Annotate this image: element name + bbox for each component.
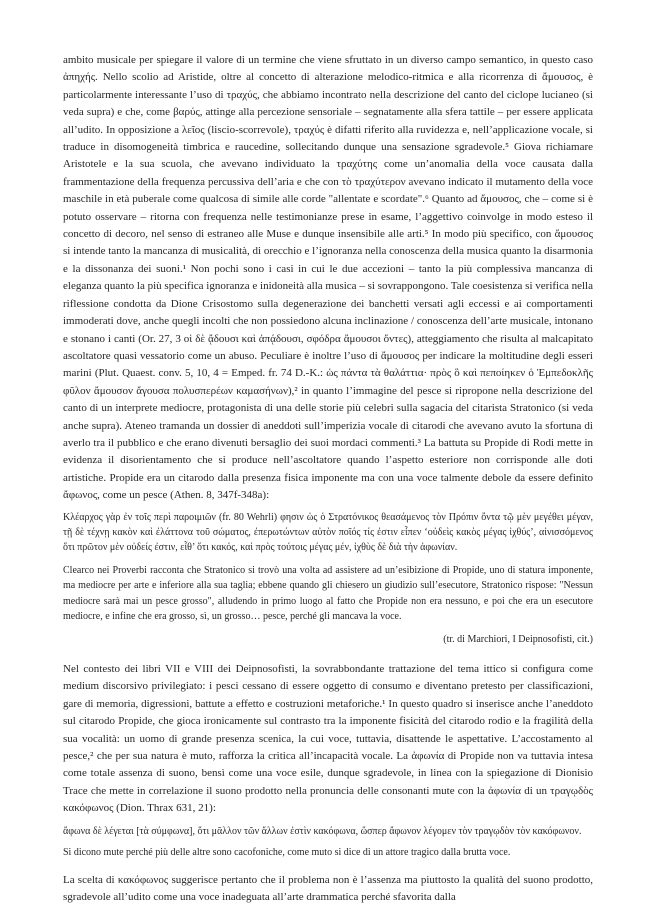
paragraph-intro: ambito musicale per spiegare il valore di un termine che viene sfruttato in un diverso campo semantico, in questo caso ἀπηχής. Nello scolio ad Aristide, oltre al concetto di alterazione melodico-ritmica e alla ricorrenza di ἄμουσος, è particolarmente interessante l’uso di τραχύς, che abbiamo incontrato nella descrizione del canto del ciclope lucianeo (si veda supra) e che, come βαρύς, attinge alla percezione sensoriale – segnatamente alla sfera tattile – per essere applicata all’udito. In opposizione a λεῖος (liscio-scorrevole), τραχύς è difatti riferito alla ruvidezza e, nell’applicazione vocale, si traduce in disomogeneità timbrica e raucedine, sollecitando dunque una sensazione sgradevole.⁵ Giova richiamare Aristotele e la sua scuola, che avevano individuato la τραχύτης come un’anomalia della voce causata dalla frammentazione della frequenza percussiva dell’aria e che con τὸ τραχύτερον avevano indicato il mutamento della voce maschile in età puberale come qualcosa di simile alle corde "allentate e scordate".⁶ Quanto ad ἄμουσος, che – come si è potuto osservare – ritorna con frequenza nelle testimonianze prese in esame, l’aggettivo coinvolge in modo esteso il concetto di decoro, nel senso di estraneo alle Muse e dunque insensibile alle arti.⁵ In modo più specifico, con ἄμουσος si intende tanto la mancanza di musicalità, di orecchio e l’ignoranza nella conoscenza della musica quanto la disarmonia e la dissonanza dei suoni.¹ Non pochi sono i casi in cui le due accezioni – tanto la più complessiva mancanza di eleganza quanto la più specifica ignoranza e inidoneità alla musica – si sovrappongono. Tale coesistenza si verifica nella riflessione condotta da Dione Crisostomo sulla degenerazione dei banchetti versati agli eccessi e ai comportamenti immoderati dove, anche quegli incolti che non possiedono alcuna inclinazione / conoscenza dell’arte musicale, intonano e stonano i canti (Or. 27, 3 οἱ δὲ ᾄδουσι καὶ ἀπᾴδουσι, σφόδρα ἄμουσοι ὄντες), atteggiamento che risulta al malcapitato ascoltatore quasi vessatorio come un abuso. Peculiare è inoltre l’uso di ἄμουσος per indicare la moltitudine degli esseri marini (Plut. Quaest. conv. 5, 10, 4 = Emped. fr. 74 D.-K.: ὡς πάντα τὰ θαλάττια· πρὸς ὃ καὶ πεποίηκεν ὁ Ἐμπεδοκλῆς φῦλον ἄμουσον ἄγουσα πολυσπερέων καμασήνων),² in quanto l’immagine del pesce si ripropone nella descrizione del canto di un interprete mediocre, protagonista di una delle storie più celebri sulla sagacia del citarista Stratonico (si veda anche supra). Ateneo tramanda un dossier di aneddoti sull’imperizia vocale di citarodi che avevano avuto la sfortuna di averlo tra il pubblico e che erano divenuti bersaglio dei suoi mordaci commenti.³ La battuta su Propide di Rodi mette in evidenza il disorientamento che si produce nell’ascoltatore quando l’aspetto esteriore non corrisponde alle doti artistiche. Propide era un citarodo dalla presenza fisica imponente ma con una voce talmente debole da essere definito ἄφωνος, come un pesce (Athen. 8, 347f-348a): [63, 54, 593, 502]
translation-attribution: (tr. di Marchiori, I Deipnosofisti, cit.) [443, 633, 593, 645]
greek-quotation-dionysius: ἄφωνα δὲ λέγεται [τὰ σύμφωνα], ὅτι μᾶλλον τῶν ἄλλων ἐστὶν κακόφωνα, ὥσπερ ἄφωνον λέγομεν τὸν τραγῳδὸν τὸν κακόφωνον. [63, 825, 582, 837]
translation-quotation: Clearco nei Proverbi racconta che Stratonico si trovò una volta ad assistere ad un’esibizione di Propide, uno di statura imponente, ma mediocre per arte e inferiore alla sua taglia; ebbene quando gli chiesero un giudizio sull’esecutore, Stratonico rispose: "Nessun mediocre sarà mai un pesce grosso", alludendo in primo luogo al fatto che Propide non era nessuno, e poi che era un esecutore mediocre, e infine che era grosso, sì, un grosso… pesce, perché gli mancava la voce. [63, 565, 593, 622]
page [63, 52, 593, 907]
paragraph-deipnosofisti: Nel contesto dei libri VII e VIII dei Deipnosofisti, la sovrabbondante trattazione del tema ittico si configura come medium discorsivo privilegiato: i pesci cessano di essere oggetto di consumo e diventano pretesto per classificazioni, gare di memoria, digressioni, battute a effetto e costruzioni metaforiche.¹ In questo quadro si inserisce anche l’aneddoto sul citarodo Propide, che gioca ironicamente sul contrasto tra la imponente fisicità del citarodo rodio e la fragilità della sua vocalità: un uomo di grande presenza scenica, la cui voce, tuttavia, disattende le aspettative. L’accostamento al pesce,² che per sua natura è muto, rafforza la critica all’incapacità vocale. La ἀφωνία di Propide non va tuttavia intesa come totale assenza di suono, bensì come una voce esile, dunque sgradevole, in linea con la spiegazione di Dionisio Trace che mette in correlazione il suono prodotto nella pronuncia delle consonanti mute con la ἀφωνία di un τραγῳδὸς κακόφωνος (Dion. Thrax 631, 21): [63, 662, 593, 815]
translation-quotation-dionysius: Si dicono mute perché più delle altre sono cacofoniche, come muto si dice di un attore tragico dalla brutta voce. [63, 846, 511, 858]
paragraph-kakophonos: La scelta di κακόφωνος suggerisce pertanto che il problema non è l’assenza ma piuttosto la qualità del suono prodotto, sgradevole all’udito come una voce inadeguata all’arte drammatica perché sfavorita dalla [63, 874, 593, 904]
greek-quotation: Κλέαρχος γὰρ ἐν τοῖς περὶ παροιμιῶν (fr. 80 Wehrli) φησιν ὡς ὁ Στρατόνικος θεασάμενος τὸν Πρόπιν ὄντα τῷ μὲν μεγέθει μέγαν, τῇ δὲ τέχνῃ κακὸν καὶ ἐλάττονα τοῦ σώματος, ἐπερωτώντων αὐτὸν ποῖός τίς ἐστιν εἶπεν ‘οὐδεὶς κακὸς μέγας ἰχθύς’, αἰνισσόμενος ὅτι πρῶτον μὲν οὐδείς ἐστιν, εἶθ’ ὅτι κακός, καὶ πρὸς τούτοις μέγας μέν, ἰχθὺς δὲ διὰ τὴν ἀφωνίαν. [63, 511, 593, 553]
